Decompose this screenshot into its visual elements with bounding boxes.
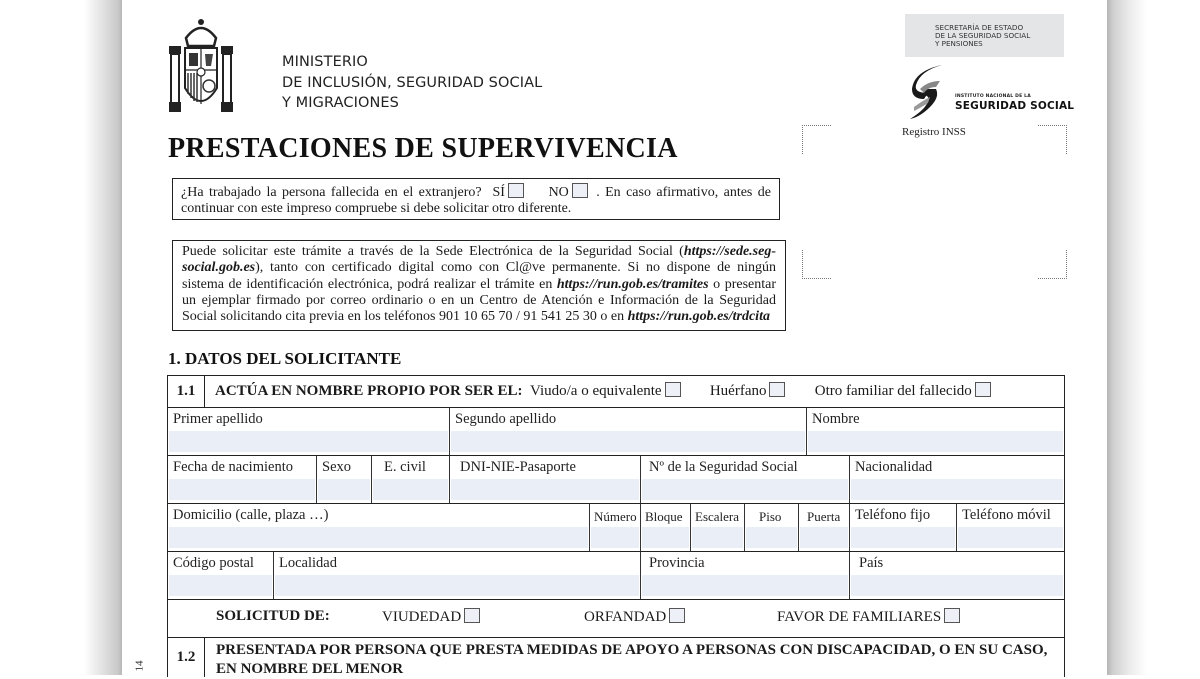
label-numero: Número xyxy=(594,509,637,524)
solicitud-viudedad-checkbox[interactable] xyxy=(464,608,480,623)
field-nombre[interactable] xyxy=(806,408,1064,455)
option-otro-familiar-label: Otro familiar del fallecido xyxy=(814,383,972,399)
label-segundo-apellido: Segundo apellido xyxy=(455,411,557,427)
row-1-2-line-2: EN NOMBRE DEL MENOR xyxy=(216,661,404,677)
field-nss[interactable] xyxy=(640,456,849,503)
field-localidad[interactable] xyxy=(273,552,640,599)
online-notice-box xyxy=(172,240,786,331)
input-bloque[interactable] xyxy=(642,527,689,548)
registro-corner-top-right xyxy=(1038,125,1067,154)
field-pais[interactable] xyxy=(849,552,1064,599)
online-notice-text-3: o presentar un ejemplar firmado por correo ordinario o en un Centro de Atención e Información de la Seguridad Social solicitando cita previa en los teléfonos 901 10 65 70 / 91 541 25 30 o en xyxy=(182,276,776,325)
field-domicilio[interactable] xyxy=(168,504,589,551)
field-numero[interactable] xyxy=(589,504,640,551)
secretaria-line-3: Y PENSIONES xyxy=(935,39,983,48)
row-1-1-content xyxy=(215,382,994,400)
solicitud-orfandad-checkbox[interactable] xyxy=(669,608,685,623)
row-1-2-line-1: PRESENTADA POR PERSONA QUE PRESTA MEDIDAS DE APOYO A PERSONAS CON DISCAPACIDAD, O EN SU CASO, xyxy=(216,642,1048,658)
solicitud-familiares xyxy=(777,608,963,626)
registro-corner-top-left xyxy=(802,125,831,154)
label-localidad: Localidad xyxy=(279,555,337,571)
label-bloque: Bloque xyxy=(645,509,683,524)
label-telefono-movil: Teléfono móvil xyxy=(962,507,1051,523)
field-telefono-fijo[interactable] xyxy=(849,504,956,551)
cita-link[interactable]: https://run.gob.es/trdcita xyxy=(627,309,770,325)
field-escalera[interactable] xyxy=(690,504,744,551)
row-1-1 xyxy=(167,375,1065,407)
abroad-notice-box xyxy=(172,178,780,220)
secretaria-line-2: DE LA SEGURIDAD SOCIAL xyxy=(935,31,1031,40)
row-location xyxy=(167,551,1065,599)
applicant-form xyxy=(167,375,1067,675)
input-numero[interactable] xyxy=(591,527,639,548)
abroad-yes-checkbox[interactable] xyxy=(508,183,524,198)
form-page xyxy=(122,0,1107,675)
label-primer-apellido: Primer apellido xyxy=(173,411,263,427)
option-huerfano-label: Huérfano xyxy=(709,383,767,399)
row-1-2 xyxy=(167,637,1065,677)
ministry-line-1: MINISTERIO xyxy=(282,54,368,70)
input-puerta[interactable] xyxy=(800,527,848,548)
label-nacionalidad: Nacionalidad xyxy=(855,459,933,475)
label-piso: Piso xyxy=(759,509,782,524)
field-dni[interactable] xyxy=(449,456,640,503)
input-telefono-fijo[interactable] xyxy=(851,527,955,548)
label-telefono-fijo: Teléfono fijo xyxy=(855,507,931,523)
tramites-link[interactable]: https://run.gob.es/tramites xyxy=(556,276,709,292)
option-huerfano-checkbox[interactable] xyxy=(769,382,785,397)
input-telefono-movil[interactable] xyxy=(958,527,1063,548)
row-1-2-heading xyxy=(216,641,1047,679)
side-form-code: 14 xyxy=(133,660,146,672)
label-pais: País xyxy=(859,555,884,571)
label-sexo: Sexo xyxy=(322,459,351,475)
online-notice-text-2: ), tanto con certificado digital como con Cl@ve permanente. Si no dispone de ningún sistema de identificación electrónica, podrá realizar el trámite en xyxy=(182,260,776,292)
label-puerta: Puerta xyxy=(807,509,841,524)
secretaria-line-1: SECRETARÍA DE ESTADO xyxy=(935,23,1024,32)
input-provincia[interactable] xyxy=(642,575,848,596)
inss-title: SEGURIDAD SOCIAL xyxy=(955,100,1075,112)
label-dni: DNI-NIE-Pasaporte xyxy=(460,459,576,475)
inss-subtitle: INSTITUTO NACIONAL DE LA xyxy=(955,94,1031,99)
input-fecha-nacimiento[interactable] xyxy=(169,479,315,500)
input-escalera[interactable] xyxy=(692,527,743,548)
sede-link[interactable]: https://sede.seg-social.gob.es xyxy=(182,244,776,276)
abroad-question: ¿Ha trabajado la persona fallecida en el extranjero? xyxy=(181,185,482,200)
ministry-line-3: Y MIGRACIONES xyxy=(282,95,399,111)
page-shadow-left xyxy=(0,0,122,675)
input-estado-civil[interactable] xyxy=(373,479,448,500)
field-nacionalidad[interactable] xyxy=(849,456,1064,503)
input-localidad[interactable] xyxy=(275,575,639,596)
option-otro-familiar-checkbox[interactable] xyxy=(975,382,991,397)
label-escalera: Escalera xyxy=(695,509,740,524)
input-domicilio[interactable] xyxy=(169,527,588,548)
solicitud-viudedad xyxy=(382,608,483,626)
field-bloque[interactable] xyxy=(640,504,690,551)
solicitud-viudedad-label: VIUDEDAD xyxy=(382,609,462,625)
label-provincia: Provincia xyxy=(649,555,705,571)
field-primer-apellido[interactable] xyxy=(168,408,449,455)
option-viudo-label: Viudo/a o equivalente xyxy=(530,383,662,399)
document-title: PRESTACIONES DE SUPERVIVENCIA xyxy=(168,133,678,164)
field-segundo-apellido[interactable] xyxy=(449,408,806,455)
solicitud-familiares-label: FAVOR DE FAMILIARES xyxy=(777,609,942,625)
input-segundo-apellido[interactable] xyxy=(451,431,805,452)
field-piso[interactable] xyxy=(744,504,798,551)
abroad-yes-label: SÍ xyxy=(492,185,505,200)
registro-label: Registro INSS xyxy=(902,126,966,138)
secretaria-box xyxy=(905,14,1064,57)
online-notice-text-1: Puede solicitar este trámite a través de la Sede Electrónica de la Seguridad Social ( xyxy=(182,244,684,259)
label-fecha-nacimiento: Fecha de nacimiento xyxy=(173,459,293,475)
input-piso[interactable] xyxy=(746,527,797,548)
input-pais[interactable] xyxy=(851,575,1063,596)
row-solicitud xyxy=(167,599,1065,637)
label-domicilio: Domicilio (calle, plaza …) xyxy=(173,507,329,523)
page-shadow-right xyxy=(1107,0,1200,675)
option-viudo-checkbox[interactable] xyxy=(665,382,681,397)
ministry-line-2: DE INCLUSIÓN, SEGURIDAD SOCIAL xyxy=(282,74,543,91)
label-nss: Nº de la Seguridad Social xyxy=(649,459,798,475)
label-estado-civil: E. civil xyxy=(384,459,426,475)
input-sexo[interactable] xyxy=(318,479,370,500)
ministry-name xyxy=(282,52,542,114)
field-estado-civil[interactable] xyxy=(371,456,449,503)
input-codigo-postal[interactable] xyxy=(169,575,272,596)
row-1-2-number: 1.2 xyxy=(168,638,205,677)
input-dni[interactable] xyxy=(451,479,639,500)
solicitud-familiares-checkbox[interactable] xyxy=(944,608,960,623)
field-puerta[interactable] xyxy=(798,504,849,551)
row-1-1-heading: ACTÚA EN NOMBRE PROPIO POR SER EL: xyxy=(215,383,523,399)
row-address xyxy=(167,503,1065,551)
input-primer-apellido[interactable] xyxy=(169,431,448,452)
input-nombre[interactable] xyxy=(808,431,1063,452)
field-sexo[interactable] xyxy=(316,456,371,503)
field-fecha-nacimiento[interactable] xyxy=(168,456,316,503)
input-nss[interactable] xyxy=(642,479,848,500)
abroad-no-label: NO xyxy=(548,185,569,200)
solicitud-orfandad-label: ORFANDAD xyxy=(584,609,667,625)
input-nacionalidad[interactable] xyxy=(851,479,1063,500)
abroad-no-checkbox[interactable] xyxy=(572,183,588,198)
field-telefono-movil[interactable] xyxy=(956,504,1064,551)
section-1-title: 1. DATOS DEL SOLICITANTE xyxy=(168,349,402,368)
field-provincia[interactable] xyxy=(640,552,849,599)
registro-corner-bottom-left xyxy=(802,250,831,279)
solicitud-orfandad xyxy=(584,608,688,626)
label-codigo-postal: Código postal xyxy=(173,555,254,571)
inss-logo-icon xyxy=(906,63,946,121)
row-names xyxy=(167,407,1065,455)
coat-of-arms-icon xyxy=(168,16,234,116)
field-codigo-postal[interactable] xyxy=(168,552,273,599)
row-identification xyxy=(167,455,1065,503)
registro-corner-bottom-right xyxy=(1038,250,1067,279)
solicitud-label: SOLICITUD DE: xyxy=(216,608,330,624)
abroad-notice-text: . En caso afirmativo, antes de continuar con este impreso compruebe si debe solicitar otro diferente. xyxy=(181,185,772,216)
row-1-1-number: 1.1 xyxy=(168,376,205,407)
label-nombre: Nombre xyxy=(812,411,860,427)
